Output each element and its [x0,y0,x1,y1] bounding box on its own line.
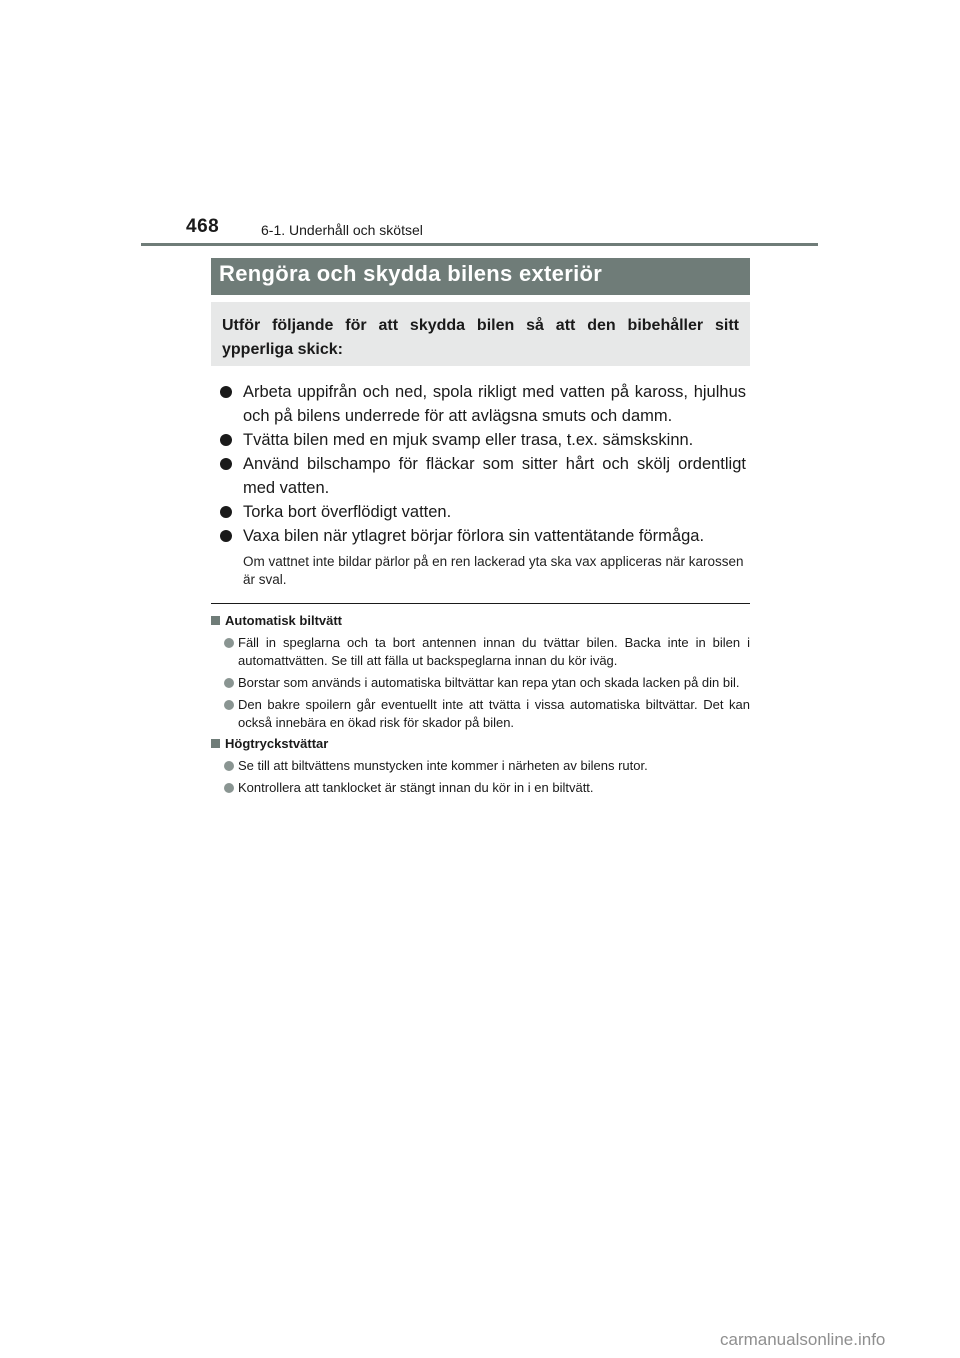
square-bullet-icon [211,616,220,625]
section-title-bar [211,258,750,295]
note-heading-text: Högtryckstvättar [225,736,329,751]
bullet-icon [224,638,234,648]
note-item [211,674,750,692]
note-item-text: Fäll in speglarna och ta bort antennen innan du tvättar bilen. Backa inte in bilen i automattvätten. Se till att fälla ut backspeglarna innan du kör iväg. [238,635,750,668]
page-number: 468 [186,216,220,237]
notes-section [211,609,750,797]
list-item-text: Torka bort överflödigt vatten. [243,503,452,521]
note-item [211,634,750,670]
bullet-icon [220,434,232,446]
bullet-icon [220,506,232,518]
note-item [211,696,750,732]
note-heading-automatic [211,612,750,630]
list-item [216,428,746,452]
list-item-text: Arbeta uppifrån och ned, spola rikligt med vatten på kaross, hjulhus och på bilens underrede för att avlägsna smuts och damm. [243,383,746,425]
bullet-icon [220,386,232,398]
note-item [211,779,750,797]
square-bullet-icon [211,739,220,748]
note-heading-text: Automatisk biltvätt [225,613,343,628]
bullet-icon [224,761,234,771]
running-header: 6-1. Underhåll och skötsel [261,222,423,238]
bullet-icon [224,678,234,688]
wax-note: Om vattnet inte bildar pärlor på en ren lackerad yta ska vax appliceras när karossen är sval. [243,554,744,587]
note-item-text: Borstar som används i automatiska biltvättar kan repa ytan och skada lacken på din bil. [238,675,740,690]
list-item [216,524,746,548]
list-item-text: Tvätta bilen med en mjuk svamp eller trasa, t.ex. sämskskinn. [243,431,694,449]
bullet-icon [220,530,232,542]
note-item-text: Den bakre spoilern går eventuellt inte att tvätta i vissa automatiska biltvättar. Det kan också innebära en ökad risk för skador på bilen. [238,697,750,730]
note-item-text: Kontrollera att tanklocket är stängt innan du kör in i en biltvätt. [238,780,594,795]
note-item-text: Se till att biltvättens munstycken inte kommer i närheten av bilens rutor. [238,758,648,773]
bullet-icon [224,783,234,793]
list-item [216,500,746,524]
list-item-text: Vaxa bilen när ytlagret börjar förlora sin vattentätande förmåga. [243,527,705,545]
bullet-icon [224,700,234,710]
list-item [216,380,746,428]
main-instruction-list [216,380,746,589]
note-item [211,757,750,775]
section-title: Rengöra och skydda bilens exteriör [219,261,603,286]
notes-divider [211,603,750,604]
footer-watermark: carmanualsonline.info [720,1330,886,1349]
list-item [216,452,746,500]
list-item-text: Använd bilschampo för fläckar som sitter hårt och skölj ordentligt med vatten. [243,455,746,497]
bullet-icon [220,458,232,470]
note-heading-pressure [211,735,750,753]
header-divider [141,243,818,246]
intro-box: Utför följande för att skydda bilen så att den bibehåller sitt ypperliga skick: [211,302,750,366]
